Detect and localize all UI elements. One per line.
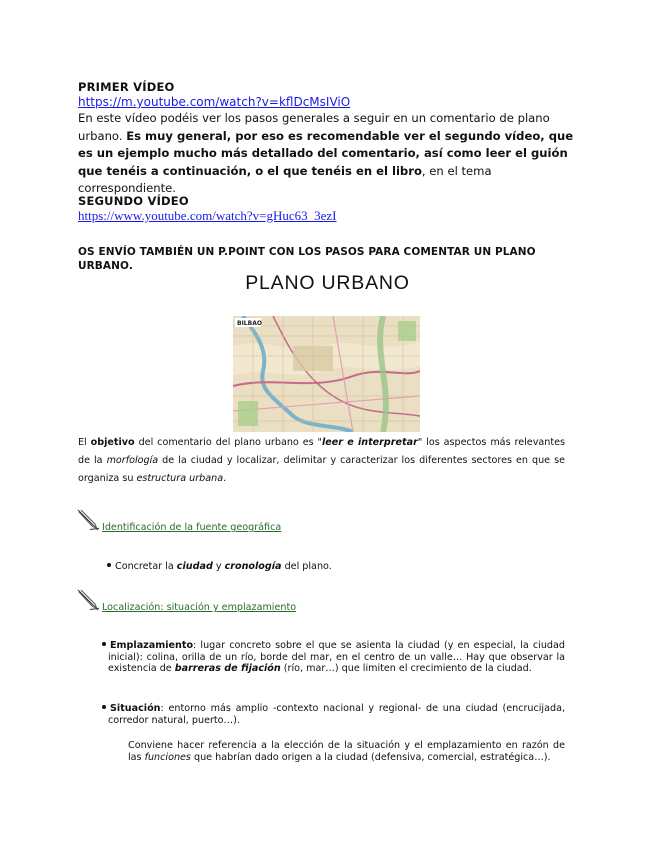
slide-title: PLANO URBANO	[245, 272, 410, 294]
objective-paragraph: El objetivo del comentario del plano urbano es "leer e interpretar" los aspectos más relevantes de la morfología de la ciudad y localizar, delimitar y caracterizar los diferentes sectores en que se organiza su estructura urbana.	[78, 437, 566, 484]
pen-icon	[76, 508, 100, 532]
city-map-image	[233, 316, 420, 432]
second-video-link[interactable]: https://www.youtube.com/watch?v=gHuc63_3ezI	[78, 208, 337, 223]
pen-icon	[76, 588, 100, 612]
section-source-link[interactable]: Identificación de la fuente geográfica	[102, 522, 282, 533]
first-video-link[interactable]: https://m.youtube.com/watch?v=kflDcMsIViO	[78, 95, 351, 109]
bullet-emplazamiento: Emplazamiento: lugar concreto sobre el que se asienta la ciudad (y en especial, la ciudad inicial): colina, orilla de un río, borde del mar, en el centro de un valle… Hay que observar la existencia de barreras de fijación (río, mar…) que limiten el crecimiento de la ciudad.	[108, 640, 565, 675]
desc-text-bold: Es muy general, por eso es recomendable ver el segundo vídeo, que es un ejemplo mucho más detallado del comentario, así como leer el guión que tenéis a continuación, o el que tenéis en el libro	[78, 128, 574, 178]
second-video-heading: SEGUNDO VÍDEO	[78, 194, 189, 208]
first-video-description	[78, 110, 590, 198]
bullet-city-chronology: Concretar la ciudad y cronología del plano.	[107, 561, 332, 573]
section-location-link[interactable]: Localización: situación y emplazamiento	[102, 602, 297, 613]
desc-text-1: En este vídeo podéis ver los pasos generales a seguir en un comentario de plano urbano.	[78, 111, 550, 143]
first-video-heading: PRIMER VÍDEO	[78, 80, 175, 94]
desc-text-3: , en el tema correspondiente.	[78, 163, 492, 195]
bullet-dot	[107, 563, 111, 567]
bullet-dot	[102, 705, 106, 709]
map-drawing	[233, 316, 420, 432]
bullet-situacion: Situación: entorno más amplio -contexto nacional y regional- de una ciudad (encrucijada, corredor natural, puerto…).	[108, 703, 565, 726]
ppoint-note: OS ENVÍO TAMBIÉN UN P.POINT CON LOS PASOS PARA COMENTAR UN PLANO URBANO.	[78, 246, 536, 272]
situation-note: Conviene hacer referencia a la elección de la situación y el emplazamiento en razón de las funciones que habrían dado origen a la ciudad (defensiva, comercial, estratégica…).	[128, 740, 565, 763]
map-label: BILBAO	[237, 320, 262, 327]
bullet-dot	[102, 642, 106, 646]
